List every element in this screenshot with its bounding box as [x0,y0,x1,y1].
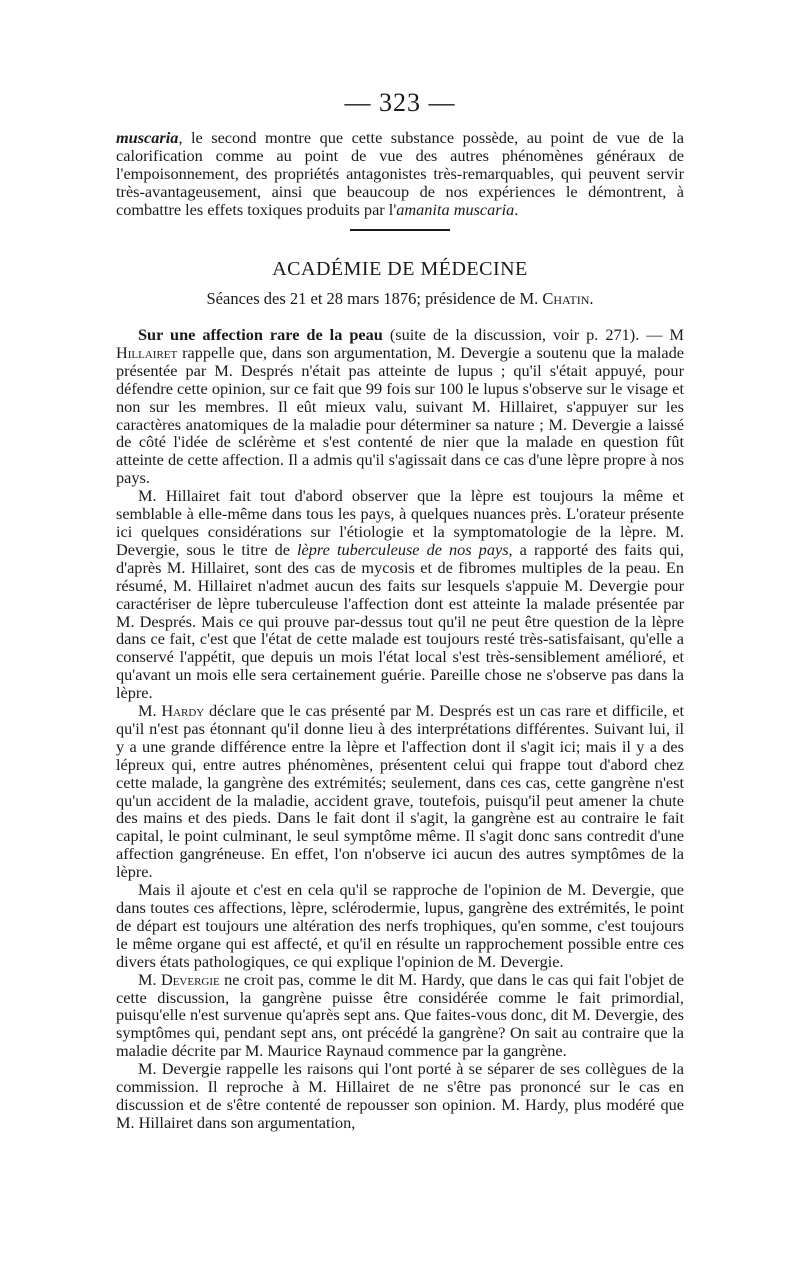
separator-rule [350,229,450,231]
p1-text-a: (suite de la discussion, voir p. 271). — M [382,325,685,344]
p5-speaker: Devergie [160,969,220,989]
subtitle-end: . [589,289,594,308]
subtitle-text: Séances des 21 et 28 mars 1876; présidence de M. [206,289,543,308]
p2-text-a: M. Hillairet fait tout d'abord observer que la lèpre est toujours la même et semblable à elle-même dans tous les pays, à quelques nuances près. L'orateur présente ici quelques considérations sur l'étiologie et la symptomatologie de la lèpre. M. Devergie, sous le titre de [116,486,684,559]
body-paragraph-1 [116,326,684,487]
body-paragraph-5 [116,971,684,1061]
p1-speaker: Hillairet [116,342,178,362]
page-number: — 323 — [344,88,456,117]
p5-text-b: ne croit pas, comme le dit M. Hardy, que dans le cas qui fait l'objet de cette discussion, la gangrène puisse être considérée comme le fait primordial, puisqu'elle n'est survenue qu'après sept ans. Que faites-vous donc, dit M. Devergie, des symptômes qui, pendant sept ans, ont précédé la gangrène? On sait au contraire que la maladie décrite par M. Maurice Raynaud commence par la gangrène. [116,969,684,1061]
p3-text-b: déclare que le cas présenté par M. Després est un cas rare et difficile, et qu'il n'est pas étonnant qu'il donne lieu à des interprétations différentes. Suivant lui, il y a une grande différence entre la lèpre et l'affection dont il s'agit ici; mais il y a des lépreux qui, entre autres phénomènes, présentent celui qui frappe tout d'abord chez cette malade, la gangrène des extrémités; seulement, dans ces cas, cette gangrène n'est qu'un accident de la maladie, accident grave, toutefois, puisqu'il peut amener la chute des mains et des pieds. Dans le fait dont il s'agit, la gangrène est au contraire le fait capital, le point culminant, le seul symptôme même. Il s'agit donc sans contredit d'une affection gangréneuse. En effet, l'on n'observe ici aucun des autres symptômes de la lèpre. [116,701,684,882]
section-title: ACADÉMIE DE MÉDECINE [272,258,528,280]
body-paragraph-3 [116,702,684,881]
intro-species: amanita muscaria [396,199,515,219]
p2-text-b: , a rapporté des faits qui, d'après M. Hillairet, sont des cas de mycosis et de fibromes multiples de la peau. En résumé, M. Hillairet n'admet aucun des faits sur lesquels s'appuie M. Devergie pour caractériser de lèpre tuberculeuse l'affection dont est atteinte la malade présentée par M. Després. Mais ce qui prouve par-dessus tout qu'il ne peut être question de la lèpre dans ce fait, c'est que l'état de cette malade est toujours resté très-satisfaisant, qu'elle a conservé l'appétit, que depuis un mois l'état local s'est très-sensiblement amélioré, et qu'avant un mois elle sera certainement guérie. Pareille chose ne s'observe pas dans la lèpre. [116,539,684,703]
intro-end: . [514,199,519,219]
body-paragraph-4: Mais il ajoute et c'est en cela qu'il se rapproche de l'opinion de M. Devergie, que dans toutes ces affections, lèpre, sclérodermie, lupus, gangrène des extrémités, le point de départ est toujours une altération des nerfs trophiques, qu'en somme, c'est toujours le même organe qui est affecté, et qu'il en résulte un rapprochement possible entre ces divers états pathologiques, ce qui explique l'opinion de M. Devergie. [116,880,684,971]
subtitle-name: Chatin [542,289,590,308]
intro-text: , le second montre que cette substance possède, au point de vue de la calorification comme au point de vue des autres phénomènes généraux de l'empoisonnement, des propriétés antagonistes très-remarquables, qui peuvent servir très-avantageusement, ainsi que beaucoup de nos expériences le démontrent, à combattre les effets toxiques produits par l' [116,128,684,219]
p1-text-b: rappelle que, dans son argumentation, M. Devergie a soutenu que la malade présentée par M. Després n'était pas atteinte de lupus ; qu'il s'était appuyé, pour défendre cette opinion, sur ce fait que 99 fois sur 100 le lupus s'observe sur le visage et non sur les membres. Il eût mieux valu, suivant M. Hillairet, s'appuyer sur les caractères anatomiques de la maladie pour déterminer sa nature ; M. Devergie a laissé de côté l'idée de sclérème et s'est contenté de nier que la malade en question fût atteinte de cette affection. Il a admis qu'il s'agissait dans ce cas d'une lèpre propre à nos pays. [116,342,684,488]
intro-word: muscaria [116,128,179,147]
body-paragraph-2 [116,487,684,702]
p2-italic: lèpre tuberculeuse de nos pays [297,539,509,559]
body-paragraph-6: M. Devergie rappelle les raisons qui l'ont porté à se séparer de ses collègues de la commission. Il reproche à M. Hillairet de ne s'être pas prononcé sur le cas en discussion et de s'être contenté de repousser son opinion. M. Hardy, plus modéré que M. Hillairet dans son argumentation, [116,1059,684,1132]
section-subtitle [0,289,800,309]
body-text [116,326,684,1132]
article-title: Sur une affection rare de la peau [138,325,383,344]
p5-text-a: M. [138,969,161,989]
p3-text-a: M. [138,701,162,721]
p3-speaker: Hardy [161,701,205,721]
intro-paragraph [116,129,684,219]
